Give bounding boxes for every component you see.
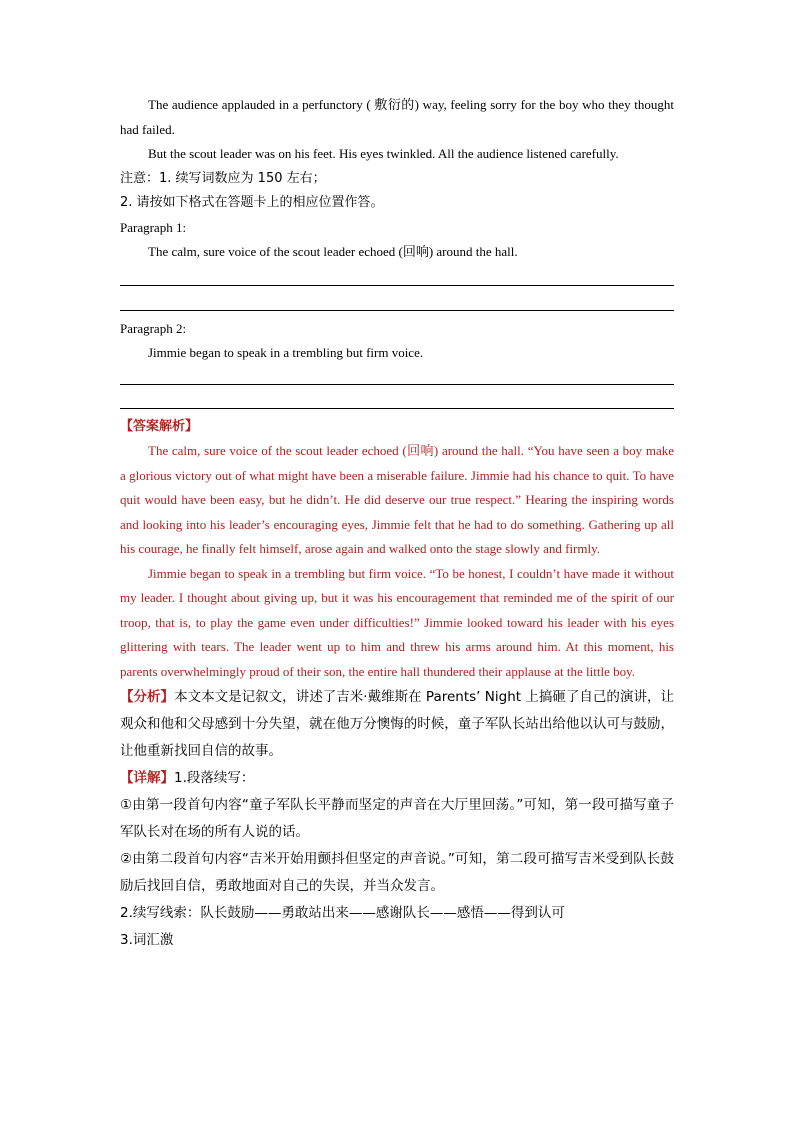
details-heading-text: 1.段落续写： bbox=[174, 770, 255, 786]
note-1: 注意：1. 续写词数应为 150 左右； bbox=[120, 170, 326, 186]
paragraph-1-start: The calm, sure voice of the scout leader echoed (回响) around the hall. bbox=[148, 244, 518, 259]
details-label: 【详解】 bbox=[120, 770, 174, 786]
analysis-block bbox=[120, 684, 674, 954]
details-heading bbox=[120, 765, 674, 792]
answer-header-open: 【 bbox=[120, 418, 134, 434]
story-line-2: But the scout leader was on his feet. His eyes twinkled. All the audience listened carefully. bbox=[148, 146, 619, 161]
details-vocab: 3.词汇激 bbox=[120, 932, 174, 948]
document-content bbox=[120, 93, 674, 954]
paragraph-2-label: Paragraph 2: bbox=[120, 320, 187, 336]
details-item-1: ①由第一段首句内容“童子军队长平静而坚定的声音在大厅里回荡。”可知，第一段可描写童子军队长对在场的所有人说的话。 bbox=[120, 797, 674, 840]
answer-header-text: 答案解析 bbox=[133, 418, 186, 434]
answer-paragraph-1: The calm, sure voice of the scout leader echoed (回响) around the hall. “You have seen a boy make a glorious victory out of what might have been a miserable failure. Jimmie had his chance to quit. To have quit would have been easy, but he didn’t. He did deserve our true respect.” Hearing the inspiring words and looking into his leader’s encouraging eyes, Jimmie felt that he had to do something. Gathering up all his courage, he finally felt himself, arose again and walked onto the stage slowly and firmly. bbox=[120, 443, 674, 556]
answer-paragraph-2: Jimmie began to speak in a trembling but firm voice. “To be honest, I couldn’t have made it without my leader. I thought about giving up, but it was his encouragement that reminded me of the spirit of our troop, that is, to play the game even under difficulties!” Jimmie looked toward his leader with his eyes glittering with tears. The leader went up to him and threw his arms around him. At this moment, his parents overwhelmingly proud of their son, the entire hall thundered their applause at the little boy. bbox=[120, 565, 674, 679]
answer-header bbox=[120, 415, 674, 440]
paragraph-1-label: Paragraph 1: bbox=[120, 219, 187, 235]
details-clues: 2.续写线索：队长鼓励——勇敢站出来——感谢队长——感悟——得到认可 bbox=[120, 905, 565, 921]
analysis-body: 本文本文是记叙文，讲述了吉米·戴维斯在 Parents’ Night 上搞砸了自己的演讲，让观众和他和父母感到十分失望，就在他万分懊悔的时候，童子军队长站出给他以认可与鼓励，让他重新找回自信的故事。 bbox=[120, 689, 674, 759]
answer-header-close: 】 bbox=[185, 418, 199, 434]
analysis-text bbox=[120, 684, 674, 765]
paragraph-2-start: Jimmie began to speak in a trembling but firm voice. bbox=[148, 345, 424, 360]
analysis-label: 【分析】 bbox=[120, 689, 175, 705]
note-2: 2. 请按如下格式在答题卡上的相应位置作答。 bbox=[120, 195, 384, 210]
story-line-1: The audience applauded in a perfunctory ( 敷衍的) way, feeling sorry for the boy who they thought had failed. bbox=[120, 97, 674, 137]
details-item-2: ②由第二段首句内容“吉米开始用颤抖但坚定的声音说。”可知，第二段可描写吉米受到队长鼓励后找回自信，勇敢地面对自己的失误，并当众发言。 bbox=[120, 851, 674, 894]
